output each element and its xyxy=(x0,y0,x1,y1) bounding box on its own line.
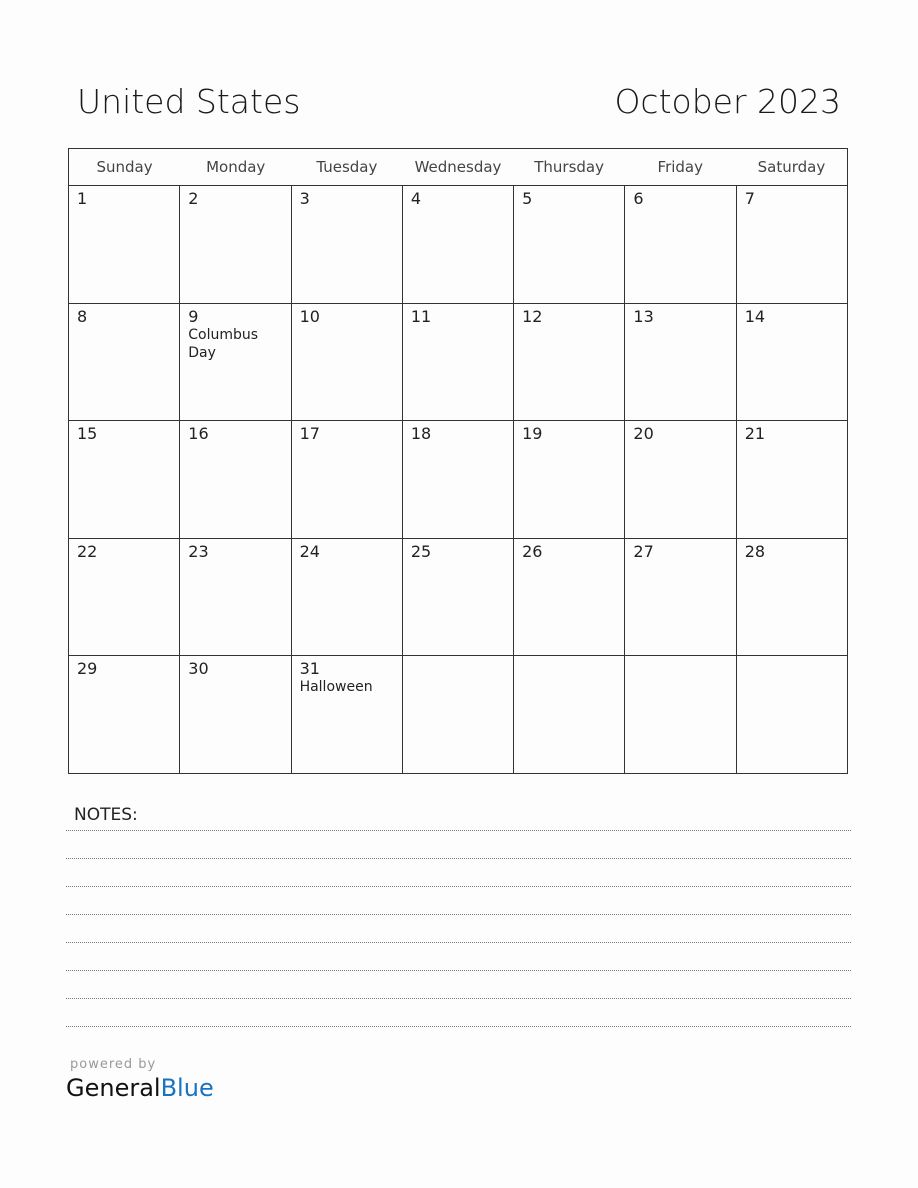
day-cell xyxy=(180,539,291,656)
day-number: 28 xyxy=(744,541,766,561)
day-cell xyxy=(514,186,625,303)
day-number: 31 xyxy=(299,659,320,679)
day-cell xyxy=(514,539,625,656)
day-number: 13 xyxy=(633,306,654,326)
day-number: 6 xyxy=(633,189,644,208)
weekday-friday: Friday xyxy=(657,158,703,176)
notes-line xyxy=(66,998,851,999)
notes-line xyxy=(66,830,851,831)
day-cell xyxy=(625,539,736,656)
day-number: 25 xyxy=(410,541,432,561)
day-cell xyxy=(292,421,403,538)
day-cell xyxy=(625,304,736,421)
powered-by-text: powered by xyxy=(70,1057,157,1072)
day-cell xyxy=(180,656,291,773)
day-number: 22 xyxy=(77,541,98,561)
notes-line xyxy=(66,942,851,943)
day-number: 8 xyxy=(77,306,88,326)
day-cell xyxy=(737,421,847,538)
weekday-sunday: Sunday xyxy=(96,158,153,176)
month-title: October 2023 xyxy=(614,82,841,121)
notes-line xyxy=(66,858,851,859)
weekday-header xyxy=(69,149,847,186)
day-number: 2 xyxy=(188,189,199,208)
day-cell xyxy=(403,539,514,656)
day-number: 18 xyxy=(410,424,432,444)
day-cell xyxy=(737,186,847,303)
day-number: 10 xyxy=(299,306,320,326)
day-cell xyxy=(292,656,403,773)
day-cell xyxy=(292,539,403,656)
day-cell xyxy=(180,186,291,303)
week-row xyxy=(69,304,847,422)
holiday-label: Columbus Day xyxy=(188,326,259,361)
day-number: 27 xyxy=(633,541,654,561)
notes-label: NOTES: xyxy=(74,805,138,825)
day-number: 11 xyxy=(410,306,432,326)
day-cell xyxy=(514,304,625,421)
day-cell xyxy=(403,186,514,303)
day-number: 23 xyxy=(188,541,209,561)
day-cell xyxy=(180,304,291,421)
calendar-grid xyxy=(68,148,848,774)
weekday-wednesday: Wednesday xyxy=(414,158,502,176)
week-row xyxy=(69,539,847,657)
day-cell xyxy=(625,421,736,538)
day-number: 29 xyxy=(77,659,98,679)
weekday-saturday: Saturday xyxy=(757,158,826,176)
logo-blue: Blue xyxy=(160,1074,214,1102)
day-cell xyxy=(292,186,403,303)
day-number: 20 xyxy=(633,424,654,444)
day-cell xyxy=(737,304,847,421)
day-number: 5 xyxy=(522,189,533,208)
day-number: 26 xyxy=(522,541,543,561)
day-cell xyxy=(69,421,180,538)
day-cell xyxy=(69,304,180,421)
week-row xyxy=(69,656,847,773)
day-cell xyxy=(625,656,736,773)
day-number: 19 xyxy=(522,424,543,444)
day-number: 4 xyxy=(410,189,422,208)
week-row xyxy=(69,186,847,304)
day-cell xyxy=(737,539,847,656)
day-cell xyxy=(625,186,736,303)
weekday-tuesday: Tuesday xyxy=(316,158,378,176)
day-number: 16 xyxy=(188,424,209,444)
day-number: 24 xyxy=(299,541,320,561)
day-number: 7 xyxy=(744,189,755,208)
notes-line xyxy=(66,970,851,971)
day-number: 1 xyxy=(77,189,88,208)
day-number: 21 xyxy=(744,424,766,444)
notes-line xyxy=(66,914,851,915)
notes-line xyxy=(66,886,851,887)
day-cell xyxy=(403,421,514,538)
day-number: 30 xyxy=(188,659,209,679)
day-cell xyxy=(514,656,625,773)
day-cell xyxy=(69,186,180,303)
day-cell xyxy=(737,656,847,773)
weekday-monday: Monday xyxy=(206,158,266,176)
logo-general: General xyxy=(66,1074,161,1102)
day-number: 15 xyxy=(77,424,98,444)
week-row xyxy=(69,421,847,539)
day-cell xyxy=(403,656,514,773)
day-number: 14 xyxy=(744,306,766,326)
holiday-label: Halloween xyxy=(299,679,373,696)
generalblue-logo xyxy=(66,1074,214,1102)
day-cell xyxy=(292,304,403,421)
day-cell xyxy=(403,304,514,421)
day-cell xyxy=(69,656,180,773)
country-title: United States xyxy=(77,82,301,121)
notes-line xyxy=(66,1026,851,1027)
weekday-thursday: Thursday xyxy=(534,158,604,176)
day-cell xyxy=(514,421,625,538)
day-cell xyxy=(69,539,180,656)
day-cell xyxy=(180,421,291,538)
day-number: 3 xyxy=(299,189,310,208)
day-number: 9 xyxy=(188,306,199,326)
day-number: 12 xyxy=(522,306,543,326)
day-number: 17 xyxy=(299,424,320,444)
